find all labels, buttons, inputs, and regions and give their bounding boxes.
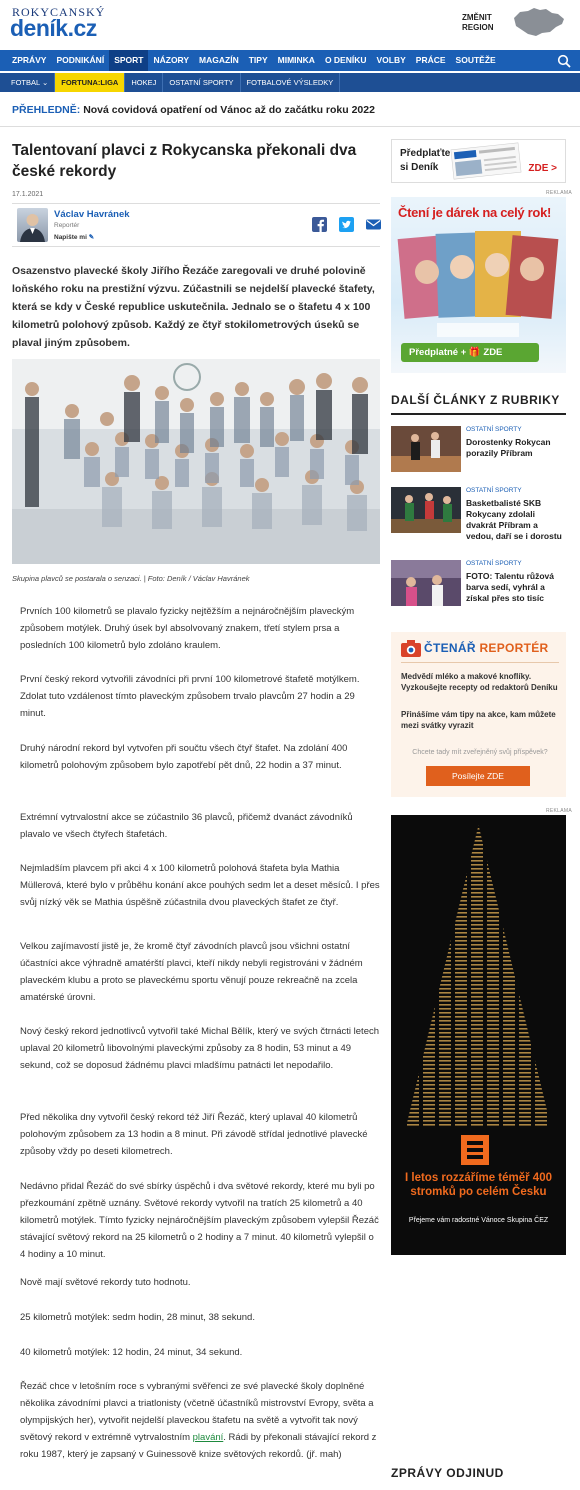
reporter-link[interactable]: Přinášíme vám tipy na akce, kam můžete mezi svátky vyrazit bbox=[401, 710, 556, 730]
article-paragraph: První český rekord vytvořili závodníci při první 100 kilometrové štafetě motýlkem. Zdolat tuto vzdálenost tímto plaveckým způsobem trvalo plavcům 27 hodin a 29 minut. bbox=[20, 674, 360, 719]
related-article[interactable] bbox=[391, 426, 566, 474]
cez-logo bbox=[461, 1135, 489, 1165]
article-category[interactable]: OSTATNÍ SPORTY bbox=[466, 426, 522, 433]
cez-christmas-ad[interactable] bbox=[391, 815, 566, 1255]
write-author-link[interactable] bbox=[54, 233, 94, 241]
site-header bbox=[0, 0, 580, 44]
ticker-label: PŘEHLEDNĚ: bbox=[12, 104, 81, 116]
related-article[interactable] bbox=[391, 487, 566, 551]
change-region-button[interactable] bbox=[462, 13, 494, 33]
nav-item-sport[interactable]: SPORT bbox=[109, 50, 148, 71]
news-ticker[interactable] bbox=[12, 104, 375, 116]
nav-item-souteze[interactable]: SOUTĚŽE bbox=[455, 55, 496, 65]
czech-map-icon[interactable] bbox=[510, 6, 568, 38]
author-name[interactable]: Václav Havránek bbox=[54, 209, 130, 220]
ctenar-reporter-box bbox=[391, 632, 566, 797]
promo-line-1: Předplaťte bbox=[400, 148, 451, 159]
subnav-item-ostatni-sporty[interactable]: OSTATNÍ SPORTY bbox=[163, 73, 240, 92]
ad-subline: Přejeme vám radostné Vánoce Skupina ČEZ bbox=[408, 1217, 549, 1224]
nav-item-miminka[interactable]: MIMINKA bbox=[277, 55, 315, 65]
divider bbox=[12, 203, 380, 204]
article-paragraph: Velkou zajímavostí jistě je, že kromě čtyř závodních plavců jsou všichni ostatní účastníci akce výhradně amatérští plavci, kteří nikdy nebyli registrováni v žádném plaveckém klubu a proto se plaveckému sportu věnují pouze rekreačně na zcela amatérské úrovni. bbox=[20, 941, 363, 1003]
subnav-item-fotbal[interactable]: FOTBAL ⌄ bbox=[5, 73, 55, 92]
article-paragraph: Druhý národní rekord byl vytvořen při součtu všech čtyř štafet. Na zdolání 400 kilometrů polohovým způsobem bylo zapotřebí pět dnů, 22 hodin a 37 minut. bbox=[20, 743, 348, 771]
divider bbox=[0, 126, 580, 127]
write-author-label: Napište mi bbox=[54, 234, 87, 241]
nav-item-volby[interactable]: VOLBY bbox=[376, 55, 406, 65]
author-avatar bbox=[17, 208, 48, 242]
article-link[interactable]: Dorostenky Rokycan porazily Příbram bbox=[466, 437, 551, 458]
divider bbox=[12, 246, 380, 247]
article-thumbnail bbox=[391, 560, 461, 606]
nav-item-o-deniku[interactable]: O DENÍKU bbox=[324, 55, 367, 65]
nav-item-prace[interactable]: PRÁCE bbox=[415, 55, 446, 65]
region-line-1: ZMĚNIT bbox=[462, 13, 492, 22]
camera-icon bbox=[401, 640, 421, 657]
newspaper-icon bbox=[451, 143, 522, 180]
related-article[interactable] bbox=[391, 560, 566, 610]
nav-item-magazin[interactable]: MAGAZÍN bbox=[199, 55, 239, 65]
email-icon[interactable] bbox=[366, 217, 381, 232]
article-thumbnail bbox=[391, 426, 461, 472]
main-nav bbox=[0, 50, 580, 71]
article-link[interactable]: Basketbalisté SKB Rokycany zdolali dvakrát Příbram a vedou, daří se i dorostu bbox=[466, 498, 562, 541]
ad-headline: I letos rozzáříme téměř 400 stromků po celém Česku bbox=[404, 1172, 552, 1198]
reporter-link[interactable]: Medvědí mléko a makové knoflíky. Vyzkoušejte recepty od redaktorů Deníku bbox=[401, 672, 558, 692]
reporter-title-2: REPORTÉR bbox=[479, 641, 549, 655]
nav-item-tipy[interactable]: TIPY bbox=[248, 55, 268, 65]
subnav-item-hokej[interactable]: HOKEJ bbox=[125, 73, 163, 92]
article-category[interactable]: OSTATNÍ SPORTY bbox=[466, 487, 522, 494]
article-paragraph: 25 kilometrů motýlek: sedm hodin, 28 minut, 38 sekund. bbox=[20, 1312, 255, 1323]
article-paragraph: Před několika dny vytvořil český rekord též Jiří Řezáč, který uplaval 40 kilometrů polohovým způsobem za 13 hodin a 8 minut. Při závodě střídal jednotlivé plavecké způsoby vždy po deseti kilometrech. bbox=[20, 1112, 368, 1157]
promo-line-2: si Deník bbox=[400, 162, 439, 173]
nav-item-zpravy[interactable]: ZPRÁVY bbox=[12, 55, 47, 65]
logo-region-text[interactable]: ROKYCANSKÝ bbox=[12, 5, 106, 19]
article-photo[interactable] bbox=[12, 359, 380, 564]
article-date: 17.1.2021 bbox=[12, 191, 44, 198]
send-contribution-button[interactable]: Posílejte ZDE bbox=[426, 766, 530, 786]
ad-label: REKLAMA bbox=[546, 190, 572, 196]
article-link[interactable]: FOTO: Talentu růžová barva sedí, vyhrál a získal přes sto tisíc bbox=[466, 571, 554, 603]
region-line-2: REGION bbox=[462, 23, 494, 32]
edit-icon: ✎ bbox=[88, 234, 95, 241]
subscription-ad[interactable] bbox=[391, 197, 566, 373]
sub-nav bbox=[0, 73, 580, 92]
subnav-item-fortuna-liga[interactable]: FORTUNA:LIGA bbox=[55, 73, 125, 92]
subscribe-promo[interactable] bbox=[391, 139, 566, 183]
reporter-logo-text bbox=[424, 641, 549, 655]
promo-zde-link[interactable]: ZDE > bbox=[528, 163, 557, 174]
divider bbox=[391, 413, 566, 415]
divider bbox=[401, 662, 559, 663]
article-paragraph: Nejmladším plavcem při akci 4 x 100 kilometrů polohová štafeta byla Mathia Müllerová, které bylo v průběhu konání akce pouhých sedm let a deset měsíců. I přes svůj nízký věk se Mathia úspěšně zúčastnila dvou plaveckých štafet ze čtyř. bbox=[20, 863, 380, 908]
promo-text bbox=[400, 147, 450, 175]
photo-caption: Skupina plavců se postarala o senzaci. | Foto: Deník / Václav Havránek bbox=[12, 574, 250, 583]
subnav-item-fotbalove-vysledky[interactable]: FOTBALOVÉ VÝSLEDKY bbox=[241, 73, 341, 92]
paragraph-text: . Rádi by překonali stávající rekord z roku 1987, který je zapsaný v Guinessově knize světových rekordů. (jř. mah) bbox=[20, 1432, 377, 1460]
christmas-tree-image bbox=[391, 815, 566, 1135]
article-paragraph: Nový český rekord jednotlivců vytvořil také Michal Bělík, který ve svých čtrnácti letech uplaval 20 kilometrů libovolnými plaveckými způsoby za 8 hodin, 53 minut a 49 sekund, což se doposud žádnému plavci mladšímu patnácti let nepodařilo. bbox=[20, 1026, 380, 1071]
article-paragraph: Prvních 100 kilometrů se plavalo fyzicky nejtěžším a nejnáročnějším plaveckým způsobem motýlek. Druhý úsek byl absolvovaný znakem, třetí stylem prsa a posledních 100 kilometrů bylo zdoláno kraulem. bbox=[20, 606, 355, 651]
twitter-icon[interactable] bbox=[339, 217, 354, 232]
article-paragraph: Nedávno přidal Řezáč do své sbírky úspěchů i dva světové rekordy, které mu byli po přezkoumání zpětně uznány. Světové rekordy vytvořil na tratích 25 kilometrů a 40 kilometrů motýlek. Tímto fyzicky nejnáročnějším plaveckým způsobem vylepšil Řezáč stávající světový rekord na 25 kilometrů o 2 hodiny a 7 minut. 40 kilometrů vylepšil o 4 hodiny a 10 minut. bbox=[20, 1181, 379, 1260]
article-paragraph: Extrémní vytrvalostní akce se zúčastnilo 36 plavců, přičemž dvanáct závodníků plavalo ve všech čtyřech štafetách. bbox=[20, 812, 353, 840]
author-role: Reportér bbox=[54, 222, 80, 229]
facebook-icon[interactable] bbox=[312, 217, 327, 232]
ad-subscribe-button[interactable]: Předplatné + 🎁 ZDE bbox=[401, 343, 539, 362]
plavani-link[interactable]: plavání bbox=[192, 1432, 224, 1443]
article-paragraph: Nově mají světové rekordy tuto hodnotu. bbox=[20, 1277, 191, 1288]
site-logo[interactable]: deník.cz bbox=[10, 15, 97, 41]
magazine-covers-image bbox=[397, 227, 562, 339]
related-articles-heading: DALŠÍ ČLÁNKY Z RUBRIKY bbox=[391, 393, 560, 407]
reporter-prompt: Chcete tady mít zveřejněný svůj příspěvek? bbox=[412, 749, 548, 756]
nav-item-podnikani[interactable]: PODNIKÁNÍ bbox=[56, 55, 105, 65]
other-news-heading: ZPRÁVY ODJINUD bbox=[391, 1466, 504, 1480]
reporter-title-1: ČTENÁŘ bbox=[424, 641, 476, 655]
search-icon[interactable] bbox=[557, 54, 571, 68]
ad-label: REKLAMA bbox=[546, 808, 572, 814]
nav-item-nazory[interactable]: NÁZORY bbox=[153, 55, 190, 65]
ticker-text: Nová covidová opatření od Vánoc až do začátku roku 2022 bbox=[83, 104, 375, 116]
ad-title: Čtení je dárek na celý rok! bbox=[398, 205, 552, 220]
article-category[interactable]: OSTATNÍ SPORTY bbox=[466, 560, 522, 567]
article-title: Talentovaní plavci z Rokycanska překonali dva české rekordy bbox=[12, 142, 357, 180]
article-paragraph: 40 kilometrů motýlek: 12 hodin, 24 minut, 34 sekund. bbox=[20, 1347, 243, 1358]
article-perex: Osazenstvo plavecké školy Jiřího Řezáče zaregovali ve druhé polovině loňského roku na prestižní výzvu. Zúčastnili se nejdelší plavecké štafety, která se kdy v České republice uskutečnila. Jednalo se o štafetu 4 x 100 kilometrů polohový způsob. Každý ze čtyř stokilometrových úseků se plaval jiným způsobem. bbox=[12, 265, 375, 349]
article-thumbnail bbox=[391, 487, 461, 533]
article-paragraph-last bbox=[20, 1378, 380, 1463]
paragraph-text: Řezáč chce v letošním roce s vybranými svěřenci ze své plavecké školy doplněné několika závodními plavci a triatlonisty (včetně účastníků mistrovství Evropy, světa a olympijských her), vytvořit nejdelší plaveckou štafetu na světě a vytvořit tak nový světový rekord v extrémně vytrvalostním bbox=[20, 1381, 374, 1443]
